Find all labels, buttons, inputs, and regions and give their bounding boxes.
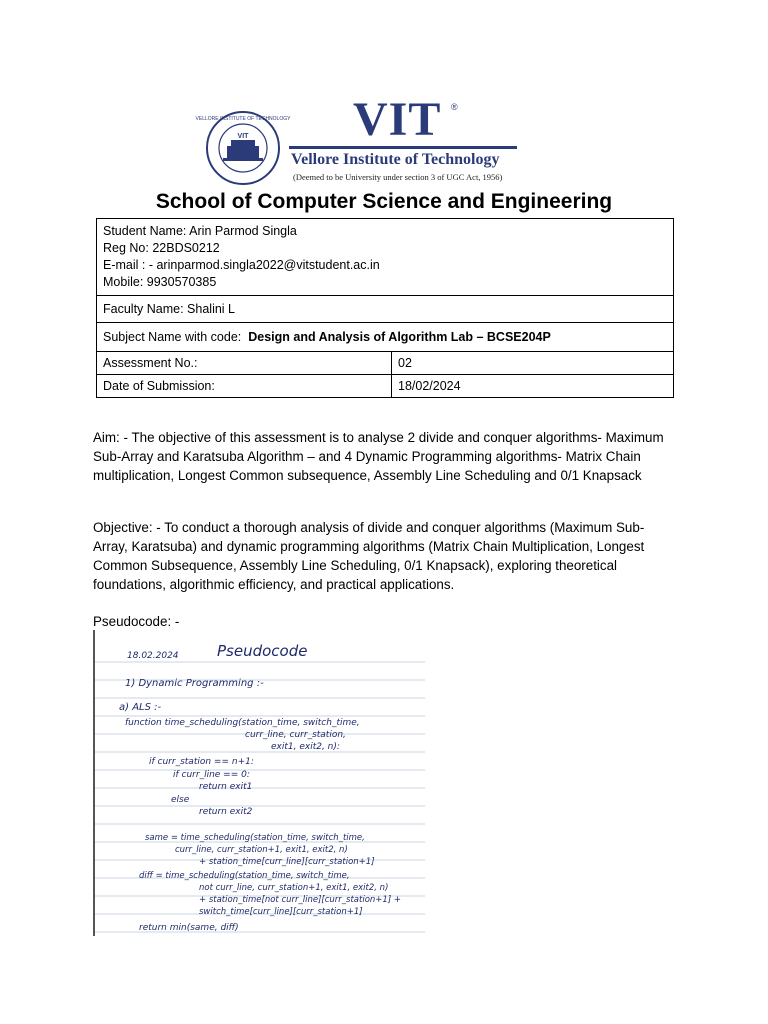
- note-date: 18.02.2024: [127, 651, 179, 661]
- faculty-row: [97, 296, 674, 323]
- note-line: curr_line, curr_station,: [245, 730, 346, 740]
- submission-row: [97, 375, 674, 398]
- note-line: switch_time[curr_line][curr_station+1]: [199, 907, 363, 917]
- note-line: + station_time[curr_line][curr_station+1]: [199, 857, 375, 867]
- note-line: diff = time_scheduling(station_time, switch_time,: [139, 871, 350, 881]
- mobile: Mobile: 9930570385: [103, 275, 217, 289]
- subject-row: [97, 323, 674, 352]
- faculty-name: Faculty Name: Shalini L: [97, 296, 674, 323]
- note-section: 1) Dynamic Programming :-: [125, 678, 264, 689]
- note-line: return exit2: [199, 807, 253, 817]
- seal-ring-text: VELLORE INSTITUTE OF TECHNOLOGY: [195, 116, 291, 122]
- assessment-value: 02: [392, 352, 674, 375]
- institute-subtitle: (Deemed to be University under section 3 of UGC Act, 1956): [293, 172, 503, 182]
- school-title: School of Computer Science and Engineering: [155, 190, 613, 213]
- registered-mark: ®: [451, 102, 458, 112]
- handwritten-pseudocode-image: [93, 630, 425, 936]
- note-line: return min(same, diff): [139, 923, 239, 933]
- note-line: if curr_line == 0:: [173, 770, 250, 780]
- student-info-table: [96, 218, 674, 398]
- reg-no: Reg No: 22BDS0212: [103, 241, 220, 255]
- subject-value: Design and Analysis of Algorithm Lab – BCSE204P: [248, 329, 551, 344]
- vit-seal-logo: [195, 110, 291, 186]
- student-details-cell: [97, 219, 674, 296]
- note-line: else: [171, 795, 190, 805]
- institute-header: [195, 93, 535, 188]
- student-name: Student Name: Arin Parmod Singla: [103, 224, 297, 238]
- submission-value: 18/02/2024: [392, 375, 674, 398]
- note-line: same = time_scheduling(station_time, switch_time,: [145, 833, 365, 843]
- note-line: exit1, exit2, n):: [271, 742, 340, 752]
- submission-label: Date of Submission:: [97, 375, 392, 398]
- subject-cell: [97, 323, 674, 352]
- aim-paragraph: Aim: - The objective of this assessment is to analyse 2 divide and conquer algorithms- Maximum Sub-Array and Karatsuba Algorithm – and 4 Dynamic Programming algorithms- Matrix Chain multiplication, Longest Common subsequence, Assembly Line Scheduling and 0/1 Knapsack: [93, 430, 664, 483]
- institute-name: Vellore Institute of Technology: [291, 151, 500, 168]
- note-subsection: a) ALS :-: [119, 702, 162, 713]
- note-line: function time_scheduling(station_time, switch_time,: [125, 718, 360, 728]
- notebook-page: [95, 630, 425, 936]
- pseudocode-label: Pseudocode: -: [93, 614, 180, 629]
- subject-label: Subject Name with code:: [103, 329, 242, 344]
- logo-divider: [289, 146, 517, 149]
- vit-logo-wordmark: VIT: [353, 93, 442, 146]
- note-heading: Pseudocode: [217, 642, 308, 660]
- note-line: + station_time[not curr_line][curr_station+1] +: [199, 895, 401, 905]
- seal-center-text: VIT: [237, 133, 249, 140]
- student-details-row: [97, 219, 674, 296]
- assessment-row: [97, 352, 674, 375]
- email: E-mail : - arinparmod.singla2022@vitstudent.ac.in: [103, 258, 380, 272]
- note-line: not curr_line, curr_station+1, exit1, exit2, n): [199, 883, 389, 893]
- note-line: curr_line, curr_station+1, exit1, exit2, n): [175, 845, 348, 855]
- note-line: if curr_station == n+1:: [149, 757, 254, 767]
- assessment-label: Assessment No.:: [97, 352, 392, 375]
- note-line: return exit1: [199, 782, 253, 792]
- objective-paragraph: Objective: - To conduct a thorough analysis of divide and conquer algorithms (Maximum Sub-Array, Karatsuba) and dynamic programming algorithms (Matrix Chain Multiplication, Longest Common Subsequence, Assembly Line Scheduling, 0/1 Knapsack), exploring theoretical foundations, algorithmic efficiency, and practical applications.: [93, 520, 645, 592]
